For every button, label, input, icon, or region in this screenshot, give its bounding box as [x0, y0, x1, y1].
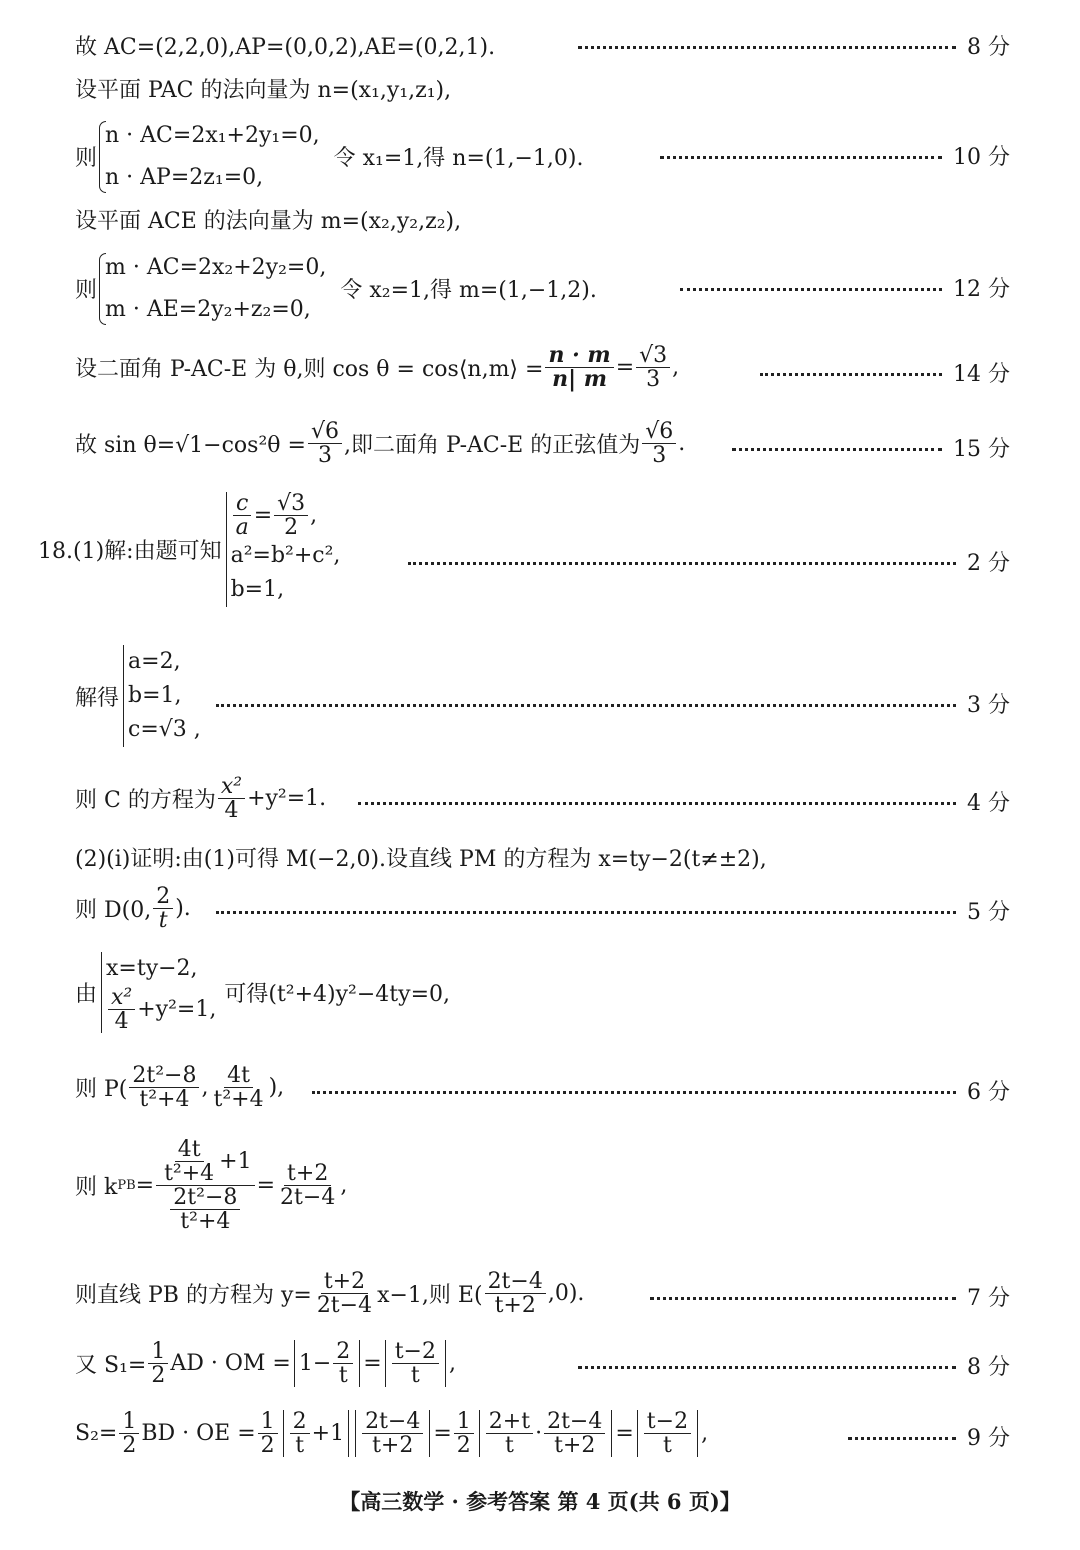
math-text: 设二面角 P-AC-E 为 θ,则 cos θ = cos⟨n,m⟩ =	[75, 357, 544, 383]
math-text: x−1,则 E(	[377, 1283, 483, 1309]
score-label: 3 分	[967, 693, 1010, 718]
math-text: ·	[535, 1421, 543, 1447]
math-text: =	[253, 502, 273, 528]
fraction-denominator: t+2	[494, 1293, 536, 1319]
fraction-denominator: 3	[646, 367, 661, 393]
fraction	[314, 1270, 375, 1317]
fraction-denominator: 2	[151, 1363, 166, 1389]
math-text: 由	[75, 982, 98, 1008]
math-text: 故 AC=(2,2,0),AP=(0,0,2),AE=(0,2,1).	[75, 35, 496, 60]
math-text: AD · OM =	[170, 1351, 291, 1377]
math-text: 则	[75, 146, 98, 172]
score-leader	[660, 156, 942, 161]
problem-heading: 18.(1)解:由题可知	[38, 539, 222, 565]
math-text: 设平面 ACE 的法向量为 m=(x₂,y₂,z₂),	[75, 209, 462, 234]
solution-line	[75, 1410, 708, 1457]
fraction-numerator: 1	[454, 1410, 474, 1434]
math-text: =	[256, 1173, 276, 1199]
fraction-denominator	[165, 1186, 245, 1233]
math-text: 1−	[298, 1351, 332, 1377]
absolute-value	[355, 1410, 430, 1457]
equation: n · AP=2z₁=0,	[105, 164, 264, 190]
score-leader	[216, 704, 956, 709]
fraction-numerator: 4t	[175, 1138, 204, 1162]
score-label: 8 分	[967, 1355, 1010, 1380]
score-label: 2 分	[967, 551, 1010, 576]
solution-line	[75, 885, 191, 932]
fraction-denominator: t²+4	[139, 1087, 190, 1113]
condition-group	[226, 492, 341, 607]
score-leader	[578, 1366, 956, 1371]
solution-line	[75, 204, 461, 235]
fraction-numerator: t−2	[644, 1410, 691, 1434]
solution-line	[75, 775, 326, 822]
fraction-denominator: 4	[224, 798, 239, 824]
equation-system	[75, 952, 450, 1033]
fraction	[308, 420, 342, 467]
page-footer	[0, 1486, 1080, 1516]
fraction	[153, 885, 173, 932]
math-text: ,	[448, 1351, 456, 1377]
math-text: =	[363, 1351, 382, 1377]
math-text: =	[615, 1421, 634, 1447]
fraction	[636, 344, 670, 391]
math-text: +y²=1.	[247, 786, 327, 812]
score-label: 5 分	[967, 900, 1010, 925]
math-text: (2)(ⅰ)证明:由(1)可得 M(−2,0).设直线 PM 的方程为 x=ty−2(t≠±2),	[75, 847, 767, 872]
score-leader	[650, 1297, 956, 1302]
fraction-numerator: c	[233, 492, 251, 516]
score-leader	[578, 46, 956, 51]
math-text: 则 P(	[75, 1077, 128, 1103]
fraction-denominator: t²+4	[180, 1209, 231, 1235]
fraction	[129, 1064, 199, 1111]
brace-group	[99, 247, 326, 331]
fraction	[170, 1186, 240, 1233]
fraction	[290, 1410, 310, 1457]
score-leader	[408, 562, 956, 567]
solution-line	[75, 842, 767, 873]
fraction-numerator: 1	[258, 1410, 278, 1434]
score-leader	[760, 373, 942, 378]
math-text: ,	[310, 502, 318, 528]
math-text: ),	[268, 1075, 285, 1101]
solution-line	[75, 1340, 456, 1387]
fraction-denominator: t	[295, 1433, 305, 1459]
equation: c=√3 ,	[128, 717, 201, 743]
fraction	[333, 1340, 353, 1387]
equation: a=2,	[128, 649, 181, 674]
solution-line	[75, 1138, 347, 1233]
math-text: ,	[340, 1173, 348, 1199]
fraction-numerator: 2t²−8	[170, 1186, 240, 1210]
problem-18-system	[38, 492, 340, 607]
math-text: 则 D(0,	[75, 898, 152, 924]
score-leader	[358, 802, 956, 807]
fraction	[161, 1138, 217, 1185]
solution-line	[75, 420, 685, 467]
equation: n · AC=2x₁+2y₁=0,	[105, 123, 320, 148]
fraction-denominator: 3	[317, 443, 332, 469]
absolute-value	[385, 1340, 446, 1387]
equation-system	[75, 115, 583, 199]
equation: a²=b²+c²,	[230, 543, 341, 569]
math-text: ,0).	[547, 1281, 585, 1307]
fraction-numerator: 1	[119, 1410, 139, 1434]
fraction-numerator: √6	[642, 420, 676, 444]
complex-fraction	[156, 1138, 255, 1233]
fraction-denominator: t	[505, 1433, 514, 1459]
subscript: PB	[117, 1178, 136, 1194]
equation: x=ty−2,	[106, 956, 198, 981]
absolute-value	[637, 1410, 698, 1457]
math-text: 可得(t²+4)y²−4ty=0,	[224, 982, 450, 1008]
fraction	[119, 1410, 139, 1457]
fraction-numerator: x²	[218, 775, 245, 799]
fraction-numerator: 2	[290, 1410, 310, 1434]
fraction	[218, 775, 245, 822]
fraction-denominator: t	[410, 1363, 420, 1389]
fraction-numerator: t+2	[321, 1270, 368, 1294]
math-text: BD · OE =	[141, 1421, 256, 1447]
math-text: 则直线 PB 的方程为 y=	[75, 1283, 312, 1309]
math-text: +1	[311, 1421, 345, 1447]
fraction-denominator: t	[338, 1363, 348, 1389]
solution-system	[75, 645, 201, 747]
equation: b=1,	[230, 577, 285, 603]
equation: b=1,	[128, 683, 182, 709]
brace-group	[99, 115, 320, 199]
solution-line	[75, 73, 451, 104]
math-text: =	[433, 1421, 452, 1447]
fraction-numerator: 2	[333, 1340, 353, 1364]
fraction-denominator: 4	[114, 1009, 129, 1035]
fraction-numerator: 2	[153, 885, 173, 909]
math-text: 则	[75, 278, 98, 304]
equation-system	[75, 247, 597, 331]
fraction-denominator: 2	[456, 1433, 471, 1459]
fraction-denominator: 2	[260, 1433, 275, 1459]
fraction-numerator: n · m	[545, 344, 613, 368]
fraction-numerator: 2t−4	[485, 1270, 546, 1294]
fraction-denominator: t	[663, 1433, 672, 1459]
score-leader	[216, 911, 956, 916]
solution-line	[75, 1064, 284, 1111]
condition-group	[123, 645, 201, 747]
fraction	[108, 986, 135, 1033]
absolute-value	[283, 1410, 349, 1457]
score-label: 14 分	[953, 362, 1010, 387]
fraction	[277, 1162, 338, 1209]
fraction-denominator: t²+4	[213, 1087, 264, 1113]
fraction-numerator: x²	[108, 986, 135, 1010]
fraction-numerator: t−2	[392, 1340, 439, 1364]
score-label: 7 分	[967, 1286, 1010, 1311]
score-label: 12 分	[953, 277, 1010, 302]
score-label: 15 分	[953, 437, 1010, 462]
solution-line	[75, 30, 495, 61]
fraction	[210, 1064, 266, 1111]
fraction-numerator: 2t−4	[544, 1410, 605, 1434]
fraction-numerator: 2t−4	[362, 1410, 423, 1434]
fraction-denominator: t+2	[372, 1433, 414, 1459]
fraction	[644, 1410, 691, 1457]
fraction-numerator: √3	[274, 492, 308, 516]
math-text: =	[615, 355, 635, 381]
fraction-denominator: 2t−4	[316, 1293, 373, 1319]
condition-group	[101, 952, 216, 1033]
absolute-value	[294, 1340, 360, 1387]
math-text: ,	[201, 1075, 209, 1101]
fraction	[485, 1270, 546, 1317]
fraction-denominator: 2	[284, 515, 299, 541]
fraction-denominator: a	[235, 515, 249, 541]
math-text: ,	[701, 1421, 709, 1447]
score-label: 6 分	[967, 1080, 1010, 1105]
fraction	[233, 492, 252, 539]
score-label: 8 分	[967, 35, 1010, 60]
math-text: +1	[219, 1149, 252, 1175]
fraction-denominator: t+2	[554, 1433, 596, 1459]
solution-line	[75, 344, 679, 391]
math-text: 故 sin θ=√1−cos²θ =	[75, 433, 306, 459]
score-leader	[680, 288, 942, 293]
fraction	[454, 1410, 474, 1457]
math-text: ,	[672, 355, 680, 381]
fraction-numerator: 2t²−8	[129, 1064, 199, 1088]
score-label: 10 分	[953, 145, 1010, 170]
math-text: ).	[175, 896, 191, 922]
fraction	[392, 1340, 439, 1387]
absolute-value	[479, 1410, 613, 1457]
math-text: 令 x₂=1,得 m=(1,−1,2).	[340, 278, 597, 304]
score-label: 4 分	[967, 791, 1010, 816]
math-text: 则 k	[75, 1175, 118, 1201]
fraction	[148, 1340, 168, 1387]
fraction-numerator	[156, 1138, 255, 1186]
fraction-numerator: 2+t	[486, 1410, 533, 1434]
math-text: 令 x₁=1,得 n=(1,−1,0).	[333, 146, 584, 172]
math-text: 则 C 的方程为	[75, 788, 216, 814]
fraction	[274, 492, 308, 539]
fraction-denominator: t	[158, 908, 168, 934]
fraction	[642, 420, 676, 467]
equation: m · AC=2x₂+2y₂=0,	[105, 255, 327, 280]
score-leader	[312, 1091, 956, 1096]
score-leader	[732, 448, 942, 453]
fraction-numerator: 1	[148, 1340, 168, 1364]
fraction	[544, 1410, 605, 1457]
fraction	[258, 1410, 278, 1457]
math-text: ,即二面角 P-AC-E 的正弦值为	[343, 433, 641, 459]
fraction-denominator: t²+4	[164, 1161, 215, 1187]
fraction-denominator: n| m	[552, 366, 608, 393]
score-leader	[848, 1437, 956, 1442]
fraction-numerator: √6	[308, 420, 342, 444]
fraction-denominator: 3	[652, 443, 667, 469]
fraction-numerator: √3	[636, 344, 670, 368]
fraction	[486, 1410, 533, 1457]
math-text: 解得	[75, 685, 120, 711]
fraction	[545, 344, 613, 391]
math-text: S₂=	[75, 1421, 118, 1447]
fraction	[362, 1410, 423, 1457]
math-text: +y²=1,	[137, 996, 217, 1022]
fraction-numerator: 4t	[224, 1064, 253, 1088]
math-text: .	[678, 431, 686, 457]
fraction-denominator: 2t−4	[280, 1185, 336, 1211]
solution-line	[75, 1270, 584, 1317]
math-text: =	[135, 1173, 155, 1199]
score-label: 9 分	[967, 1426, 1010, 1451]
fraction-denominator: 2	[122, 1433, 137, 1459]
math-text: 又 S₁=	[75, 1353, 147, 1379]
equation: m · AE=2y₂+z₂=0,	[105, 296, 311, 322]
footer-text: 【高三数学 · 参考答案 第 4 页(共 6 页)】	[339, 1489, 741, 1514]
fraction-numerator: t+2	[284, 1162, 331, 1186]
math-text: 设平面 PAC 的法向量为 n=(x₁,y₁,z₁),	[75, 78, 452, 103]
